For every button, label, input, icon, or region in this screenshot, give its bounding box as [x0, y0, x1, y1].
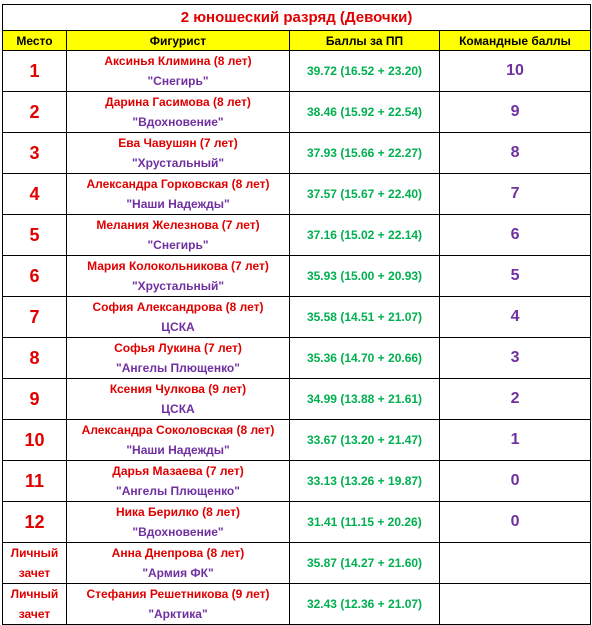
- team-points-cell: 0: [440, 461, 591, 502]
- score-cell: 35.36 (14.70 + 20.66): [290, 338, 440, 379]
- place-cell: 5: [3, 215, 67, 256]
- team-points-cell: 5: [440, 256, 591, 297]
- score-cell: 31.41 (11.15 + 20.26): [290, 502, 440, 543]
- table-row: [3, 584, 591, 625]
- score-cell: 34.99 (13.88 + 21.61): [290, 379, 440, 420]
- place-cell: 1: [3, 51, 67, 92]
- table-row: [3, 502, 591, 543]
- team-points-cell: 6: [440, 215, 591, 256]
- header-score: Баллы за ПП: [290, 31, 440, 51]
- table-row: [3, 215, 591, 256]
- skater-club: "Арктика": [148, 607, 208, 621]
- skater-cell: [67, 584, 290, 625]
- skater-club: "Ангелы Плющенко": [116, 361, 240, 375]
- score-cell: 35.87 (14.27 + 21.60): [290, 543, 440, 584]
- skater-cell: [67, 461, 290, 502]
- table-row: [3, 133, 591, 174]
- score-cell: 38.46 (15.92 + 22.54): [290, 92, 440, 133]
- place-cell: 12: [3, 502, 67, 543]
- team-points-cell: [440, 584, 591, 625]
- skater-name: Аксинья Климина (8 лет): [104, 54, 252, 68]
- skater-cell: [67, 215, 290, 256]
- skater-name: Дарья Мазаева (7 лет): [112, 464, 244, 478]
- skater-cell: [67, 379, 290, 420]
- place-cell: Личный зачет: [3, 543, 67, 584]
- table-row: [3, 543, 591, 584]
- header-skater: Фигурист: [67, 31, 290, 51]
- results-table: [2, 4, 591, 625]
- results-table-wrapper: [2, 4, 590, 625]
- skater-cell: [67, 338, 290, 379]
- skater-club: "Наши Надежды": [126, 197, 230, 211]
- score-cell: 39.72 (16.52 + 23.20): [290, 51, 440, 92]
- skater-club: "Хрустальный": [131, 156, 225, 170]
- skater-cell: [67, 92, 290, 133]
- score-cell: 37.93 (15.66 + 22.27): [290, 133, 440, 174]
- skater-name: Александра Соколовская (8 лет): [81, 423, 275, 437]
- team-points-cell: 4: [440, 297, 591, 338]
- header-place: Место: [3, 31, 67, 51]
- skater-cell: [67, 502, 290, 543]
- skater-name: Александра Горковская (8 лет): [86, 177, 270, 191]
- skater-name: Стефания Решетникова (9 лет): [86, 587, 270, 601]
- score-cell: 32.43 (12.36 + 21.07): [290, 584, 440, 625]
- place-cell: 7: [3, 297, 67, 338]
- skater-name: Анна Днепрова (8 лет): [111, 546, 245, 560]
- team-points-cell: 8: [440, 133, 591, 174]
- skater-name: Мария Колокольникова (7 лет): [87, 259, 269, 273]
- skater-name: Ксения Чулкова (9 лет): [109, 382, 247, 396]
- skater-name: Мелания Железнова (7 лет): [96, 218, 260, 232]
- skater-club: "Хрустальный": [131, 279, 225, 293]
- team-points-cell: 7: [440, 174, 591, 215]
- score-cell: 33.67 (13.20 + 21.47): [290, 420, 440, 461]
- skater-cell: [67, 543, 290, 584]
- place-cell: 3: [3, 133, 67, 174]
- team-points-cell: 0: [440, 502, 591, 543]
- score-cell: 37.16 (15.02 + 22.14): [290, 215, 440, 256]
- score-cell: 33.13 (13.26 + 19.87): [290, 461, 440, 502]
- table-row: [3, 92, 591, 133]
- skater-club: ЦСКА: [161, 402, 195, 416]
- table-row: [3, 379, 591, 420]
- skater-club: ЦСКА: [161, 320, 195, 334]
- table-row: [3, 338, 591, 379]
- skater-club: "Наши Надежды": [126, 443, 230, 457]
- place-cell: 8: [3, 338, 67, 379]
- skater-name: Софья Лукина (7 лет): [114, 341, 242, 355]
- skater-club: "Вдохновение": [132, 525, 224, 539]
- score-cell: 35.93 (15.00 + 20.93): [290, 256, 440, 297]
- place-cell: Личный зачет: [3, 584, 67, 625]
- table-row: [3, 420, 591, 461]
- skater-name: Дарина Гасимова (8 лет): [105, 95, 251, 109]
- skater-cell: [67, 174, 290, 215]
- header-team-points: Командные баллы: [440, 31, 591, 51]
- skater-club: "Снегирь": [147, 238, 209, 252]
- table-row: [3, 461, 591, 502]
- skater-name: София Александрова (8 лет): [92, 300, 264, 314]
- team-points-cell: 3: [440, 338, 591, 379]
- team-points-cell: 10: [440, 51, 591, 92]
- team-points-cell: [440, 543, 591, 584]
- score-cell: 35.58 (14.51 + 21.07): [290, 297, 440, 338]
- table-row: [3, 51, 591, 92]
- table-row: [3, 256, 591, 297]
- results-body: [3, 51, 591, 625]
- team-points-cell: 9: [440, 92, 591, 133]
- skater-club: "Снегирь": [147, 74, 209, 88]
- team-points-cell: 2: [440, 379, 591, 420]
- skater-cell: [67, 133, 290, 174]
- score-cell: 37.57 (15.67 + 22.40): [290, 174, 440, 215]
- skater-club: "Ангелы Плющенко": [116, 484, 240, 498]
- place-cell: 9: [3, 379, 67, 420]
- table-row: [3, 297, 591, 338]
- skater-cell: [67, 256, 290, 297]
- skater-cell: [67, 420, 290, 461]
- place-cell: 10: [3, 420, 67, 461]
- place-cell: 11: [3, 461, 67, 502]
- header-row: [3, 31, 591, 51]
- skater-club: "Армия ФК": [142, 566, 214, 580]
- skater-name: Ника Берилко (8 лет): [115, 505, 241, 519]
- skater-club: "Вдохновение": [132, 115, 224, 129]
- skater-cell: [67, 51, 290, 92]
- skater-cell: [67, 297, 290, 338]
- place-cell: 6: [3, 256, 67, 297]
- table-title: 2 юношеский разряд (Девочки): [3, 5, 591, 31]
- table-row: [3, 174, 591, 215]
- team-points-cell: 1: [440, 420, 591, 461]
- place-cell: 2: [3, 92, 67, 133]
- place-cell: 4: [3, 174, 67, 215]
- skater-name: Ева Чавушян (7 лет): [118, 136, 238, 150]
